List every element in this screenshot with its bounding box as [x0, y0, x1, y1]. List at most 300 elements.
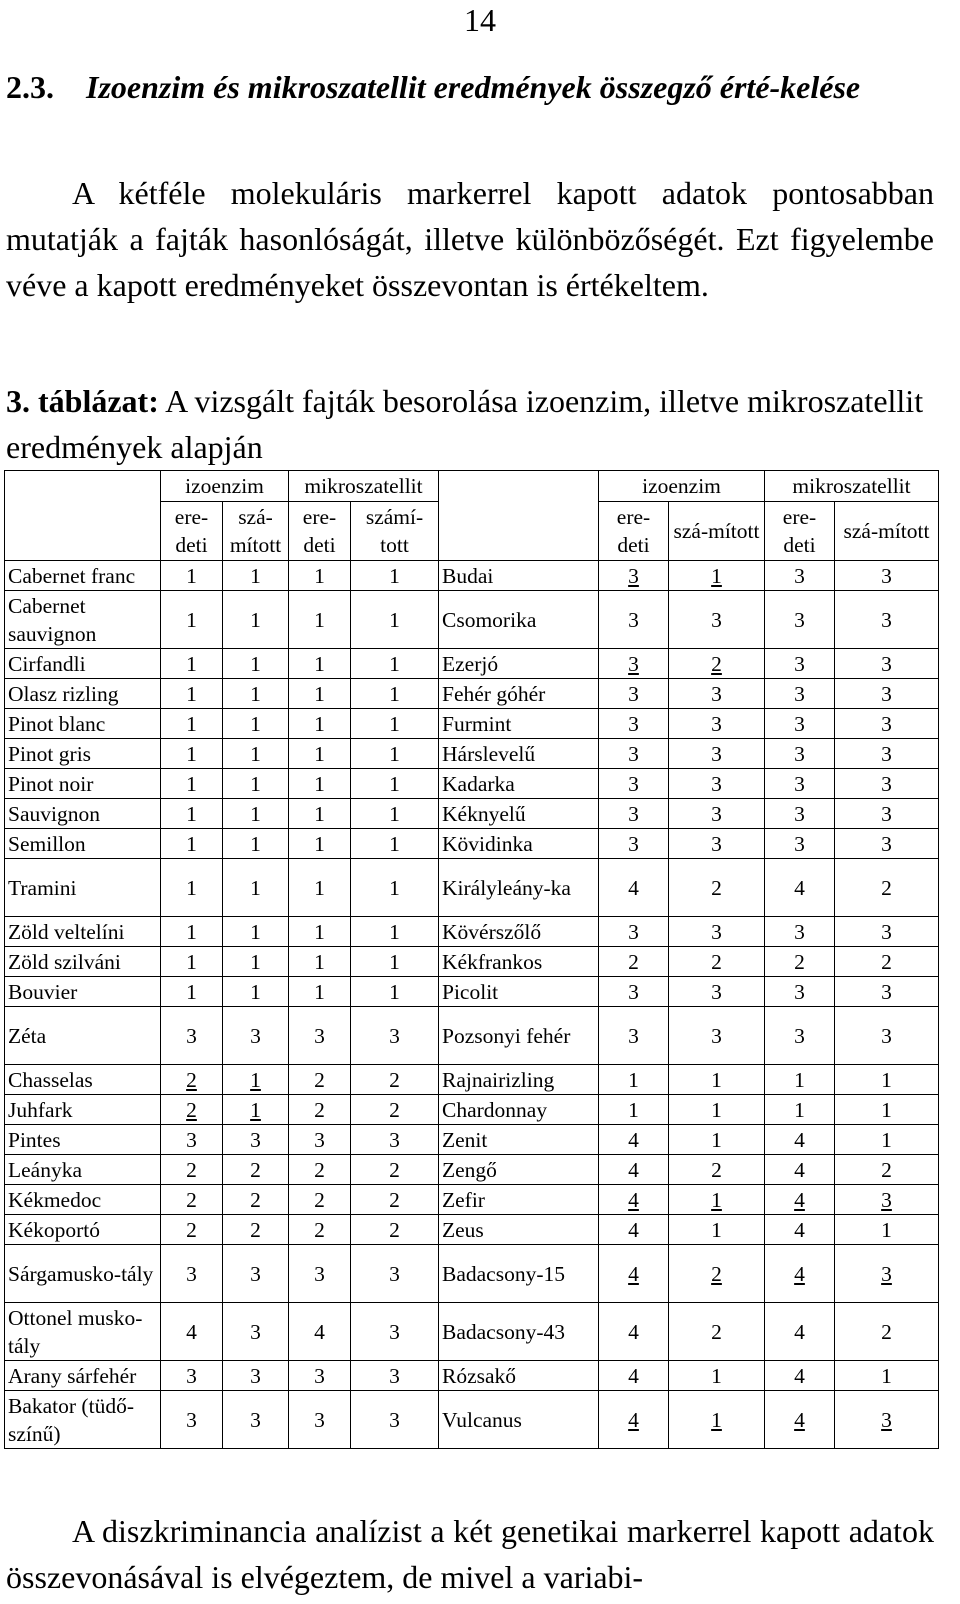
value-cell-left-text: 1 [250, 651, 261, 676]
value-cell-left-text: 3 [186, 1363, 197, 1388]
value-cell-right-text: 3 [711, 607, 722, 632]
table-row [5, 739, 939, 769]
header-empty-left [5, 471, 161, 561]
table-row [5, 1065, 939, 1095]
value-cell-right-text: 4 [794, 1127, 805, 1152]
variety-name-left [5, 1065, 161, 1095]
value-cell-left [289, 1095, 351, 1125]
value-cell-left [223, 1125, 289, 1155]
value-cell-right-text: 1 [711, 1067, 722, 1092]
variety-name-right-text: Vulcanus [442, 1407, 522, 1432]
variety-name-right-text: Zeus [442, 1217, 484, 1242]
value-cell-right-text: 3 [711, 681, 722, 706]
value-cell-right [765, 561, 835, 591]
value-cell-left [161, 799, 223, 829]
variety-name-left [5, 859, 161, 917]
variety-name-left-text: Pinot gris [8, 741, 92, 766]
value-cell-left [223, 947, 289, 977]
table-row [5, 917, 939, 947]
value-cell-right-text: 3 [881, 1407, 892, 1432]
value-cell-right-text: 3 [881, 651, 892, 676]
variety-name-left [5, 649, 161, 679]
value-cell-right [599, 649, 669, 679]
value-cell-right [669, 859, 765, 917]
value-cell-left [223, 829, 289, 859]
value-cell-left-text: 1 [389, 771, 400, 796]
value-cell-left [161, 917, 223, 947]
value-cell-right-text: 3 [794, 651, 805, 676]
value-cell-left [351, 561, 439, 591]
value-cell-left-text: 1 [314, 711, 325, 736]
value-cell-right [669, 1361, 765, 1391]
variety-name-right-text: Kéknyelű [442, 801, 526, 826]
value-cell-left-text: 1 [250, 949, 261, 974]
value-cell-left-text: 1 [389, 949, 400, 974]
value-cell-right-text: 3 [881, 1023, 892, 1048]
value-cell-right [599, 947, 669, 977]
variety-name-right [439, 1125, 599, 1155]
value-cell-right-text: 1 [794, 1067, 805, 1092]
variety-name-right-text: Csomorika [442, 607, 537, 632]
value-cell-left [161, 679, 223, 709]
value-cell-right-text: 4 [794, 1261, 805, 1286]
value-cell-right-text: 1 [711, 1127, 722, 1152]
value-cell-left [161, 591, 223, 649]
value-cell-left [289, 1007, 351, 1065]
value-cell-left [289, 1185, 351, 1215]
value-cell-left-text: 2 [314, 1157, 325, 1182]
value-cell-left-text: 1 [314, 979, 325, 1004]
variety-name-left-text: Juhfark [8, 1097, 73, 1122]
value-cell-right-text: 3 [628, 831, 639, 856]
value-cell-right [599, 1361, 669, 1391]
value-cell-right [669, 917, 765, 947]
variety-name-right-text: Fehér góhér [442, 681, 546, 706]
variety-name-left [5, 829, 161, 859]
value-cell-right-text: 3 [794, 563, 805, 588]
variety-name-right-text: Pozsonyi fehér [442, 1023, 571, 1048]
variety-name-left-text: Pinot noir [8, 771, 94, 796]
value-cell-left-text: 2 [389, 1157, 400, 1182]
value-cell-left [161, 1125, 223, 1155]
value-cell-right [835, 561, 939, 591]
value-cell-right [669, 1245, 765, 1303]
value-cell-left [223, 591, 289, 649]
value-cell-left [161, 1185, 223, 1215]
subheader: szá-mított [669, 502, 765, 561]
variety-name-right-text: Hárslevelű [442, 741, 536, 766]
value-cell-right [835, 977, 939, 1007]
value-cell-left [351, 799, 439, 829]
value-cell-left-text: 2 [186, 1157, 197, 1182]
value-cell-right [669, 561, 765, 591]
value-cell-left [161, 977, 223, 1007]
value-cell-right [765, 1095, 835, 1125]
value-cell-left [223, 649, 289, 679]
value-cell-left [161, 561, 223, 591]
value-cell-left [351, 591, 439, 649]
value-cell-left-text: 1 [250, 831, 261, 856]
variety-name-left [5, 947, 161, 977]
variety-name-left [5, 917, 161, 947]
variety-name-right-text: Picolit [442, 979, 499, 1004]
value-cell-right [765, 1155, 835, 1185]
value-cell-left [289, 739, 351, 769]
variety-name-right [439, 591, 599, 649]
value-cell-left [351, 947, 439, 977]
value-cell-left-text: 1 [186, 651, 197, 676]
variety-name-right [439, 561, 599, 591]
value-cell-right-text: 3 [881, 801, 892, 826]
value-cell-right-text: 4 [794, 1157, 805, 1182]
value-cell-left-text: 1 [389, 711, 400, 736]
value-cell-right [669, 649, 765, 679]
value-cell-left-text: 4 [314, 1319, 325, 1344]
value-cell-right-text: 4 [794, 875, 805, 900]
value-cell-right [669, 1155, 765, 1185]
value-cell-right [669, 799, 765, 829]
table-row [5, 1361, 939, 1391]
value-cell-right [835, 739, 939, 769]
value-cell-left [223, 1391, 289, 1449]
value-cell-right-text: 3 [881, 1187, 892, 1212]
table-row [5, 947, 939, 977]
value-cell-left [223, 859, 289, 917]
variety-name-left-text: Tramini [8, 875, 77, 900]
value-cell-left-text: 1 [250, 681, 261, 706]
value-cell-left-text: 1 [186, 801, 197, 826]
variety-name-left [5, 1185, 161, 1215]
value-cell-left-text: 1 [314, 949, 325, 974]
value-cell-left-text: 1 [314, 651, 325, 676]
variety-name-right-text: Zenit [442, 1127, 488, 1152]
value-cell-left-text: 1 [250, 741, 261, 766]
value-cell-left [161, 709, 223, 739]
value-cell-left [351, 1245, 439, 1303]
variety-name-left-text: Zéta [8, 1023, 47, 1048]
table-caption [6, 378, 934, 470]
value-cell-left [351, 679, 439, 709]
value-cell-right [835, 917, 939, 947]
value-cell-right-text: 3 [794, 1023, 805, 1048]
value-cell-right [835, 947, 939, 977]
table-row [5, 1095, 939, 1125]
value-cell-left [223, 917, 289, 947]
value-cell-left [223, 1065, 289, 1095]
table-caption-text: A vizsgált fajták besorolása izoenzim, illetve mikroszatellit eredmények alapján [6, 383, 924, 465]
value-cell-right [599, 1185, 669, 1215]
variety-name-right-text: Kékfrankos [442, 949, 543, 974]
variety-name-right-text: Rajnairizling [442, 1067, 555, 1092]
value-cell-right-text: 4 [628, 1407, 639, 1432]
value-cell-left-text: 2 [314, 1187, 325, 1212]
value-cell-left [289, 977, 351, 1007]
value-cell-right [669, 977, 765, 1007]
value-cell-right [835, 709, 939, 739]
value-cell-left-text: 1 [186, 681, 197, 706]
value-cell-left [351, 829, 439, 859]
variety-name-left-text: Kékoportó [8, 1217, 100, 1242]
value-cell-right [835, 1215, 939, 1245]
variety-name-right [439, 947, 599, 977]
value-cell-right [765, 1185, 835, 1215]
value-cell-left [223, 1215, 289, 1245]
value-cell-right-text: 3 [711, 1023, 722, 1048]
value-cell-right-text: 1 [711, 1363, 722, 1388]
value-cell-right [765, 829, 835, 859]
value-cell-right [765, 1007, 835, 1065]
variety-name-right [439, 829, 599, 859]
value-cell-right-text: 3 [881, 831, 892, 856]
value-cell-right-text: 2 [881, 949, 892, 974]
value-cell-right-text: 1 [881, 1363, 892, 1388]
variety-name-right-text: Badacsony-43 [442, 1319, 565, 1344]
value-cell-right [835, 1361, 939, 1391]
value-cell-right-text: 1 [711, 1187, 722, 1212]
value-cell-left-text: 1 [389, 875, 400, 900]
variety-name-right [439, 1245, 599, 1303]
value-cell-left-text: 1 [250, 563, 261, 588]
value-cell-left-text: 1 [250, 1097, 261, 1122]
value-cell-right [765, 1303, 835, 1361]
value-cell-left-text: 1 [186, 979, 197, 1004]
value-cell-left-text: 1 [389, 563, 400, 588]
value-cell-right-text: 3 [794, 979, 805, 1004]
value-cell-left [351, 739, 439, 769]
value-cell-left [161, 1303, 223, 1361]
value-cell-right-text: 4 [794, 1217, 805, 1242]
value-cell-right-text: 2 [711, 1261, 722, 1286]
value-cell-left [289, 947, 351, 977]
value-cell-left [351, 709, 439, 739]
value-cell-left [289, 561, 351, 591]
value-cell-left [289, 649, 351, 679]
variety-name-right-text: Kövidinka [442, 831, 533, 856]
value-cell-left [351, 859, 439, 917]
variety-name-left-text: Ottonel musko-tály [8, 1305, 143, 1358]
variety-name-right [439, 977, 599, 1007]
value-cell-right-text: 3 [881, 711, 892, 736]
value-cell-right-text: 3 [711, 711, 722, 736]
value-cell-right [765, 739, 835, 769]
value-cell-left-text: 1 [250, 875, 261, 900]
value-cell-left-text: 1 [389, 651, 400, 676]
value-cell-left-text: 3 [314, 1127, 325, 1152]
value-cell-left [161, 1007, 223, 1065]
value-cell-right [669, 1303, 765, 1361]
section-title: Izoenzim és mikroszatellit eredmények összegző érté-kelése [86, 69, 861, 105]
value-cell-left [289, 1361, 351, 1391]
value-cell-right-text: 3 [881, 607, 892, 632]
value-cell-right [765, 1125, 835, 1155]
value-cell-right [765, 799, 835, 829]
value-cell-left [289, 1155, 351, 1185]
value-cell-left-text: 1 [314, 681, 325, 706]
value-cell-left-text: 3 [250, 1319, 261, 1344]
value-cell-left-text: 1 [389, 681, 400, 706]
value-cell-left-text: 1 [186, 607, 197, 632]
value-cell-right [599, 1065, 669, 1095]
variety-name-left-text: Bouvier [8, 979, 78, 1004]
header-group: mikroszatellit [765, 471, 939, 502]
value-cell-left-text: 3 [389, 1319, 400, 1344]
value-cell-left [223, 1245, 289, 1303]
value-cell-right [835, 1125, 939, 1155]
variety-name-left [5, 1391, 161, 1449]
table-row [5, 561, 939, 591]
value-cell-right-text: 3 [794, 607, 805, 632]
value-cell-right-text: 1 [628, 1097, 639, 1122]
table-row [5, 799, 939, 829]
intro-paragraph: A kétféle molekuláris markerrel kapott adatok pontosabban mutatják a fajták hasonlóságát, illetve különbözőségét. Ezt figyelembe véve a kapott eredményeket összevontan is értékeltem. [6, 175, 934, 303]
value-cell-left [223, 799, 289, 829]
value-cell-left [289, 829, 351, 859]
value-cell-left [351, 649, 439, 679]
value-cell-left-text: 1 [389, 801, 400, 826]
value-cell-right-text: 3 [794, 831, 805, 856]
variety-name-right [439, 1065, 599, 1095]
value-cell-left-text: 1 [314, 741, 325, 766]
value-cell-left [223, 561, 289, 591]
variety-name-right [439, 1361, 599, 1391]
value-cell-right [835, 1245, 939, 1303]
table-caption-label: 3. táblázat: [6, 383, 159, 419]
variety-name-left-text: Chasselas [8, 1067, 93, 1092]
value-cell-left-text: 1 [314, 875, 325, 900]
variety-name-left [5, 1125, 161, 1155]
variety-name-right-text: Királyleány-ka [442, 875, 571, 900]
value-cell-right [669, 829, 765, 859]
variety-name-right [439, 679, 599, 709]
value-cell-left [351, 1065, 439, 1095]
value-cell-left-text: 3 [250, 1261, 261, 1286]
value-cell-left [161, 739, 223, 769]
value-cell-left-text: 1 [314, 919, 325, 944]
value-cell-left-text: 2 [186, 1097, 197, 1122]
value-cell-left-text: 1 [314, 563, 325, 588]
table-row [5, 829, 939, 859]
value-cell-right-text: 3 [628, 651, 639, 676]
value-cell-left-text: 1 [314, 831, 325, 856]
value-cell-right [599, 799, 669, 829]
value-cell-left-text: 2 [389, 1217, 400, 1242]
value-cell-right [835, 1155, 939, 1185]
value-cell-right-text: 4 [628, 1261, 639, 1286]
value-cell-left [161, 1361, 223, 1391]
value-cell-left [351, 1155, 439, 1185]
variety-name-right [439, 709, 599, 739]
value-cell-right-text: 3 [628, 711, 639, 736]
variety-name-right [439, 1215, 599, 1245]
value-cell-left-text: 1 [186, 919, 197, 944]
value-cell-right [835, 1185, 939, 1215]
value-cell-left-text: 1 [186, 563, 197, 588]
value-cell-left-text: 1 [314, 607, 325, 632]
value-cell-left [223, 1303, 289, 1361]
value-cell-left-text: 1 [186, 771, 197, 796]
value-cell-left-text: 2 [186, 1217, 197, 1242]
value-cell-left [223, 769, 289, 799]
value-cell-right-text: 3 [794, 741, 805, 766]
value-cell-right-text: 2 [711, 949, 722, 974]
value-cell-right-text: 1 [628, 1067, 639, 1092]
value-cell-left [289, 859, 351, 917]
value-cell-left [289, 1215, 351, 1245]
variety-name-right-text: Kadarka [442, 771, 515, 796]
variety-name-right-text: Budai [442, 563, 494, 588]
table-row [5, 1007, 939, 1065]
variety-name-left [5, 1361, 161, 1391]
value-cell-left [351, 1125, 439, 1155]
value-cell-right-text: 2 [711, 651, 722, 676]
value-cell-left-text: 1 [250, 801, 261, 826]
value-cell-right-text: 3 [794, 919, 805, 944]
table-row [5, 1155, 939, 1185]
value-cell-left-text: 2 [389, 1067, 400, 1092]
value-cell-right [599, 769, 669, 799]
value-cell-right [599, 1125, 669, 1155]
value-cell-left-text: 2 [314, 1217, 325, 1242]
value-cell-right-text: 4 [628, 1319, 639, 1344]
value-cell-left [289, 591, 351, 649]
value-cell-right-text: 4 [628, 1363, 639, 1388]
page-number: 14 [464, 2, 496, 38]
value-cell-right-text: 3 [628, 919, 639, 944]
variety-name-left-text: Leányka [8, 1157, 83, 1182]
value-cell-right [765, 859, 835, 917]
table-row [5, 591, 939, 649]
value-cell-right-text: 3 [881, 979, 892, 1004]
value-cell-left [161, 1391, 223, 1449]
value-cell-right-text: 3 [628, 1023, 639, 1048]
table-row [5, 977, 939, 1007]
value-cell-right [669, 1391, 765, 1449]
value-cell-left-text: 1 [186, 831, 197, 856]
variety-name-left-text: Pintes [8, 1127, 61, 1152]
value-cell-left [223, 679, 289, 709]
section-heading [6, 64, 936, 110]
variety-name-right [439, 1303, 599, 1361]
value-cell-left [351, 1007, 439, 1065]
value-cell-left-text: 1 [186, 949, 197, 974]
subheader: ere-deti [289, 502, 351, 561]
value-cell-left-text: 1 [250, 771, 261, 796]
closing-paragraph: A diszkriminancia analízist a két genetikai markerrel kapott adatok összevonásával is elvégeztem, de mivel a variabi- [6, 1513, 934, 1595]
value-cell-left-text: 4 [186, 1319, 197, 1344]
subheader: szá-mított [835, 502, 939, 561]
variety-name-right [439, 917, 599, 947]
subheader: ere-deti [765, 502, 835, 561]
value-cell-left-text: 3 [389, 1407, 400, 1432]
value-cell-right-text: 2 [794, 949, 805, 974]
value-cell-right-text: 1 [881, 1067, 892, 1092]
value-cell-right [835, 679, 939, 709]
variety-name-right [439, 739, 599, 769]
variety-name-left-text: Olasz rizling [8, 681, 119, 706]
subheader: szá-mított [223, 502, 289, 561]
value-cell-right [669, 591, 765, 649]
value-cell-left [351, 1303, 439, 1361]
value-cell-right-text: 3 [881, 919, 892, 944]
variety-name-left [5, 1215, 161, 1245]
value-cell-right [599, 591, 669, 649]
value-cell-right [599, 709, 669, 739]
table-row [5, 649, 939, 679]
value-cell-left-text: 1 [186, 875, 197, 900]
value-cell-right-text: 3 [794, 681, 805, 706]
value-cell-right [669, 1065, 765, 1095]
value-cell-left-text: 3 [314, 1363, 325, 1388]
